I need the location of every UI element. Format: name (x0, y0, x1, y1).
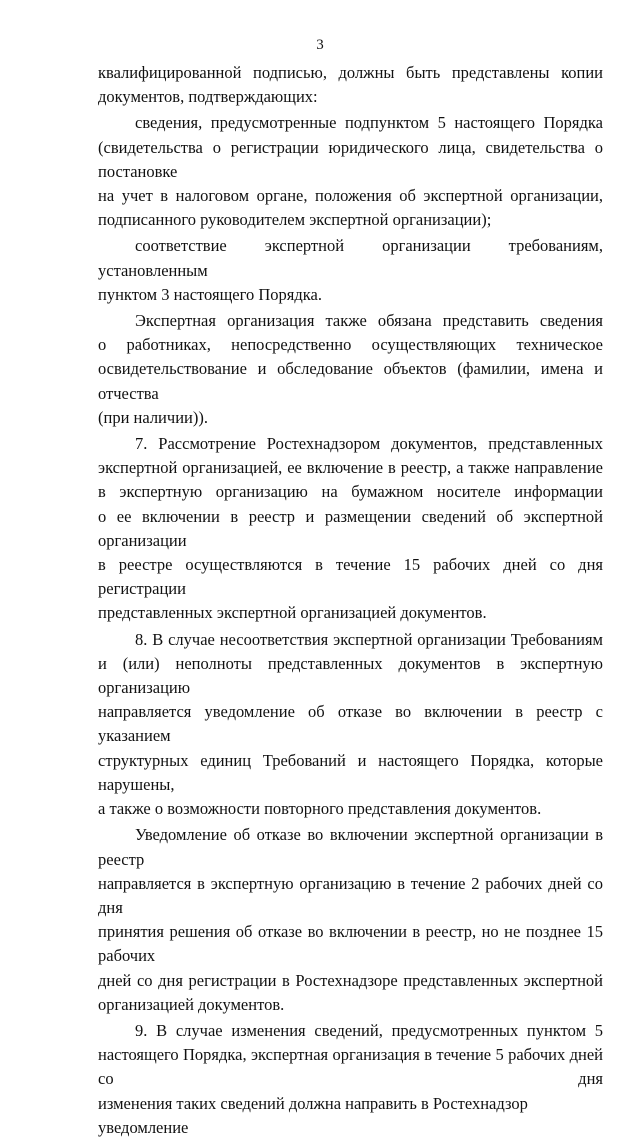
paragraph (98, 1019, 603, 1140)
text-line: настоящего Порядка, экспертная организация в течение 5 рабочих дней со дня (98, 1045, 603, 1089)
text-line: о работниках, непосредственно осуществляющих техническое (98, 335, 603, 355)
text-line: принятия решения об отказе во включении в реестр, но не позднее 15 рабочих (98, 922, 603, 966)
text-line: 8. В случае несоответствия экспертной организации Требованиям (135, 629, 603, 649)
text-line: в экспертную организацию на бумажном носителе информации (98, 482, 603, 502)
text-line: структурных единиц Требований и настоящего Порядка, которые нарушены, (98, 750, 603, 794)
text-line: сведения, предусмотренные подпунктом 5 настоящего Порядка (135, 113, 603, 133)
paragraph (98, 628, 603, 822)
text-line: (при наличии)). (98, 407, 208, 427)
document-body (98, 61, 603, 1140)
text-line: (свидетельства о регистрации юридического лица, свидетельства о постановке (98, 137, 603, 181)
text-line: экспертной организацией, ее включение в реестр, а также направление (98, 458, 603, 478)
text-line: Уведомление об отказе во включении экспертной организации в реестр (98, 825, 603, 869)
text-line: на учет в налоговом органе, положения об экспертной организации, (98, 186, 603, 206)
paragraph (98, 309, 603, 430)
paragraph (98, 61, 603, 109)
page-number: 3 (316, 37, 324, 53)
text-line: Экспертная организация также обязана представить сведения (135, 311, 603, 331)
text-line: и (или) неполноты представленных документов в экспертную организацию (98, 653, 603, 698)
text-line: документов, подтверждающих: (98, 87, 318, 107)
text-line: о ее включении в реестр и размещении сведений об экспертной организации (98, 506, 603, 550)
paragraph (98, 432, 603, 626)
text-line: а также о возможности повторного представления документов. (98, 799, 542, 819)
text-line: подписанного руководителем экспертной организации); (98, 210, 492, 230)
paragraph (98, 234, 603, 307)
text-line: представленных экспертной организацией документов. (98, 603, 487, 623)
text-line: 9. В случае изменения сведений, предусмотренных пунктом 5 (135, 1020, 603, 1040)
text-line: освидетельствование и обследование объектов (фамилии, имена и отчества (98, 359, 603, 403)
text-line: дней со дня регистрации в Ростехнадзоре представленных экспертной (98, 970, 603, 990)
text-line: организацией документов. (98, 994, 285, 1014)
text-line: пунктом 3 настоящего Порядка. (98, 284, 322, 304)
text-line: 7. Рассмотрение Ростехнадзором документов, представленных (135, 434, 603, 454)
text-line: направляется уведомление об отказе во включении в реестр с указанием (98, 702, 603, 746)
text-line: изменения таких сведений должна направить в Ростехнадзор уведомление (98, 1093, 528, 1137)
text-line: соответствие экспертной организации требованиям, установленным (98, 236, 603, 280)
text-line: в реестре осуществляются в течение 15 рабочих дней со дня регистрации (98, 555, 603, 599)
text-line: квалифицированной подписью, должны быть представлены копии (98, 63, 603, 82)
paragraph (98, 111, 603, 232)
text-line: направляется в экспертную организацию в течение 2 рабочих дней со дня (98, 873, 603, 917)
paragraph (98, 823, 603, 1017)
